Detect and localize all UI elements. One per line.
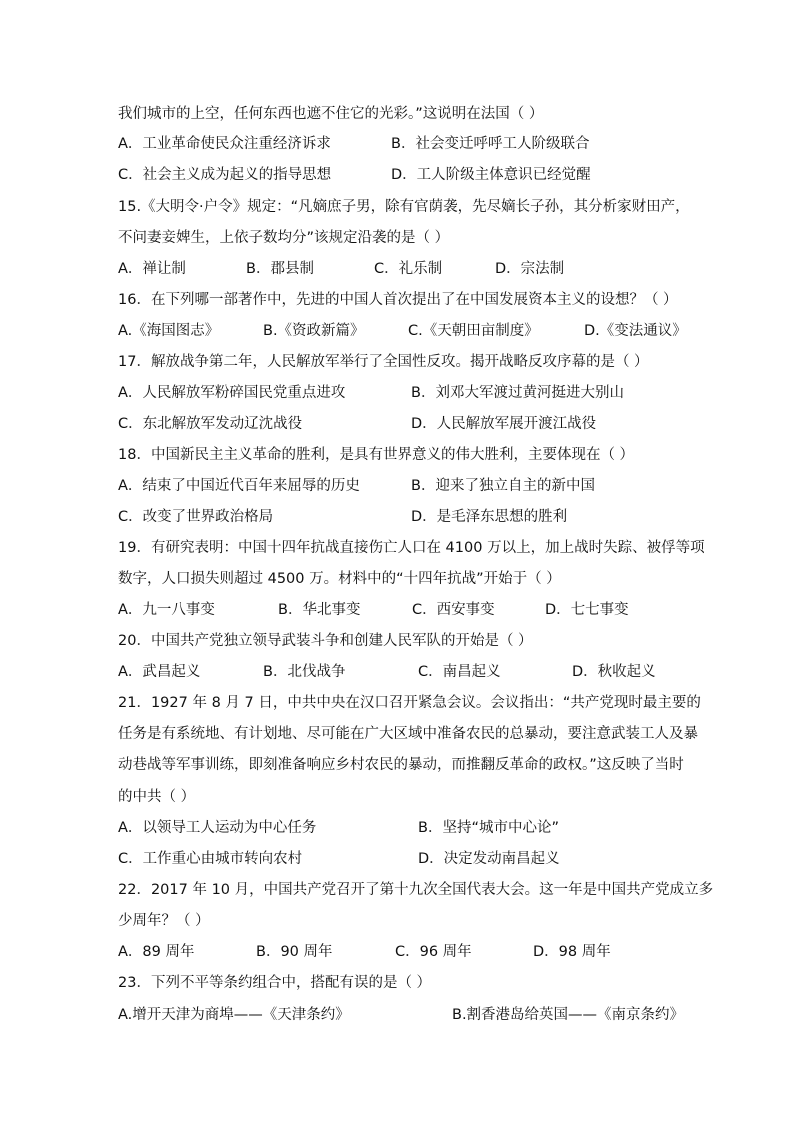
q23-option-a: A.增开天津为商埠——《天津条约》 xyxy=(118,1007,350,1023)
q20-option-d: D．秋收起义 xyxy=(572,664,656,680)
q19-options-row xyxy=(0,598,794,622)
q17-option-c: C．东北解放军发动辽沈战役 xyxy=(118,416,303,432)
q21-options-row-1 xyxy=(0,816,794,840)
q17-options-row-1 xyxy=(0,381,794,405)
q17-option-a: A．人民解放军粉碎国民党重点进攻 xyxy=(118,385,346,401)
q15-option-c: C．礼乐制 xyxy=(374,261,443,277)
q21-option-a: A．以领导工人运动为中心任务 xyxy=(118,820,317,836)
q18-stem-text: 18．中国新民主主义革命的胜利，是具有世界意义的伟大胜利，主要体现在（ ） xyxy=(118,447,635,463)
q15-option-d: D．宗法制 xyxy=(495,261,565,277)
q20-stem-line xyxy=(0,629,794,653)
q21-stem-text: 动巷战等军事训练，即刻准备响应乡村农民的暴动，而推翻反革命的政权。”这反映了当时 xyxy=(118,757,684,773)
q23-stem-line xyxy=(0,971,794,995)
q17-options-row-2 xyxy=(0,412,794,436)
q18-option-c: C．改变了世界政治格局 xyxy=(118,509,274,525)
q21-stem-text: 任务是有系统地、有计划地、尽可能在广大区域中准备农民的总暴动，要注意武装工人及暴 xyxy=(118,726,698,742)
q22-stem-line-2 xyxy=(0,909,794,933)
q21-stem-line-3 xyxy=(0,753,794,777)
q22-option-a: A．89 周年 xyxy=(118,944,195,960)
q22-option-d: D．98 周年 xyxy=(533,944,611,960)
q16-options-row xyxy=(0,319,794,343)
q19-option-c: C．西安事变 xyxy=(412,602,495,618)
q23-option-b: B.割香港岛给英国——《南京条约》 xyxy=(452,1007,685,1023)
q14-options-row-2 xyxy=(0,163,794,187)
q21-stem-line-1 xyxy=(0,691,794,715)
q21-option-c: C．工作重心由城市转向农村 xyxy=(118,851,303,867)
q21-stem-text: 21．1927 年 8 月 7 日，中共中央在汉口召开紧急会议。会议指出：“共产党现时最主要的 xyxy=(118,695,701,711)
q21-stem-line-2 xyxy=(0,722,794,746)
q15-option-a: A．禅让制 xyxy=(118,261,186,277)
q18-option-d: D．是毛泽东思想的胜利 xyxy=(411,509,568,525)
q19-option-d: D．七七事变 xyxy=(545,602,629,618)
q14-stem-line xyxy=(0,102,794,126)
q19-option-b: B．华北事变 xyxy=(278,602,361,618)
q18-stem-line xyxy=(0,443,794,467)
q15-stem-line-2 xyxy=(0,226,794,250)
q15-option-b: B．郡县制 xyxy=(246,261,314,277)
q22-option-c: C．96 周年 xyxy=(395,944,472,960)
q15-stem-text: 不问妻妾婢生，上依子数均分”该规定沿袭的是（ ） xyxy=(118,230,450,246)
q21-stem-text: 的中共（ ） xyxy=(118,789,196,805)
q19-stem-text: 数字，人口损失则超过 4500 万。材料中的“十四年抗战”开始于（ ） xyxy=(118,571,561,587)
q18-options-row-1 xyxy=(0,474,794,498)
q15-options-row xyxy=(0,257,794,281)
q19-option-a: A．九一八事变 xyxy=(118,602,215,618)
q19-stem-text: 19．有研究表明：中国十四年抗战直接伤亡人口在 4100 万以上，加上战时失踪、被俘等项 xyxy=(118,540,705,556)
q21-option-d: D．决定发动南昌起义 xyxy=(418,851,560,867)
q19-stem-line-1 xyxy=(0,536,794,560)
q22-stem-text: 少周年？（ ） xyxy=(118,913,210,929)
q21-stem-line-4 xyxy=(0,785,794,809)
q17-option-b: B．刘邓大军渡过黄河挺进大别山 xyxy=(411,385,624,401)
q21-options-row-2 xyxy=(0,847,794,871)
q21-option-b: B．坚持“城市中心论” xyxy=(418,820,559,836)
q16-stem-text: 16．在下列哪一部著作中，先进的中国人首次提出了在中国发展资本主义的设想？（ ） xyxy=(118,292,678,308)
q22-stem-line-1 xyxy=(0,878,794,902)
q23-stem-text: 23．下列不平等条约组合中，搭配有误的是（ ） xyxy=(118,975,432,991)
q14-option-d: D．工人阶级主体意识已经觉醒 xyxy=(391,167,591,183)
q16-option-b: B.《资政新篇》 xyxy=(263,323,365,339)
q20-option-b: B．北伐战争 xyxy=(263,664,346,680)
q18-option-a: A．结束了中国近代百年来屈辱的历史 xyxy=(118,478,360,494)
q15-stem-text: 15.《大明令·户令》规定：“凡嫡庶子男，除有官荫袭，先尽嫡长子孙，其分析家财田产， xyxy=(118,199,690,215)
q17-stem-line xyxy=(0,350,794,374)
q20-option-c: C．南昌起义 xyxy=(418,664,501,680)
q16-option-c: C.《天朝田亩制度》 xyxy=(408,323,539,339)
q22-option-b: B．90 周年 xyxy=(256,944,333,960)
q17-option-d: D．人民解放军展开渡江战役 xyxy=(411,416,597,432)
q20-options-row xyxy=(0,660,794,684)
q14-stem-text: 我们城市的上空，任何东西也遮不住它的光彩。”这说明在法国（ ） xyxy=(118,106,544,122)
q16-option-d: D.《变法通议》 xyxy=(584,323,687,339)
q22-options-row xyxy=(0,940,794,964)
q16-option-a: A.《海国图志》 xyxy=(118,323,220,339)
q17-stem-text: 17．解放战争第二年，人民解放军举行了全国性反攻。揭开战略反攻序幕的是（ ） xyxy=(118,354,649,370)
q19-stem-line-2 xyxy=(0,567,794,591)
q15-stem-line-1 xyxy=(0,195,794,219)
q20-option-a: A．武昌起义 xyxy=(118,664,201,680)
q14-options-row-1 xyxy=(0,132,794,156)
q18-option-b: B．迎来了独立自主的新中国 xyxy=(411,478,595,494)
q14-option-b: B．社会变迁呼呼工人阶级联合 xyxy=(391,136,590,152)
q14-option-a: A．工业革命使民众注重经济诉求 xyxy=(118,136,331,152)
q23-options-row xyxy=(0,1003,794,1027)
q18-options-row-2 xyxy=(0,505,794,529)
q22-stem-text: 22．2017 年 10 月，中国共产党召开了第十九次全国代表大会。这一年是中国共产党成立多 xyxy=(118,882,714,898)
q16-stem-line xyxy=(0,288,794,312)
q14-option-c: C．社会主义成为起义的指导思想 xyxy=(118,167,332,183)
q20-stem-text: 20．中国共产党独立领导武装斗争和创建人民军队的开始是（ ） xyxy=(118,633,533,649)
